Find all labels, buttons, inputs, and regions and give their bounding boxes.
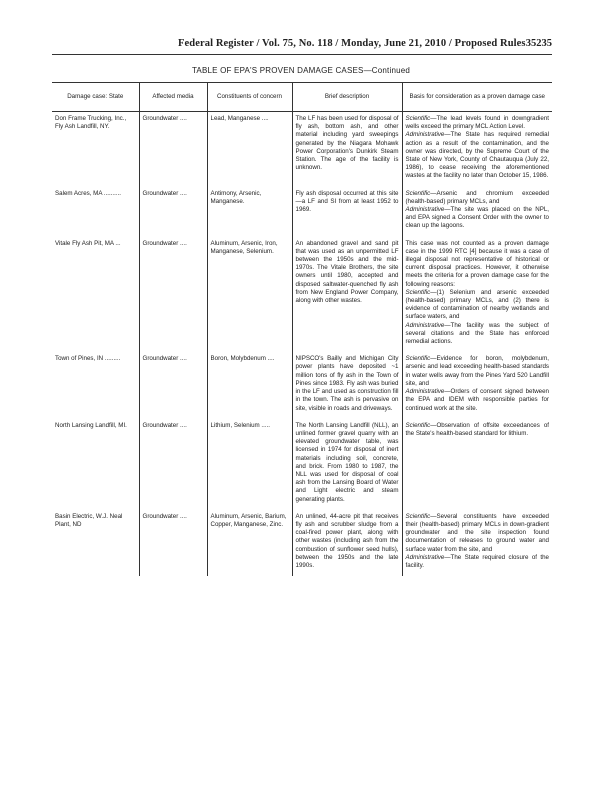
basis-label: Scientific [405, 512, 431, 520]
header-rule [52, 54, 552, 55]
page-number: 35235 [525, 38, 552, 49]
basis-entry [406, 206, 550, 231]
cell-case: Basin Electric, W.J. Neal Plant, ND [55, 512, 123, 528]
cell-basis [402, 112, 552, 187]
basis-entry [406, 388, 550, 413]
cell-basis [402, 510, 552, 576]
table-row [52, 510, 552, 576]
basis-text: —Several constituents have exceeded their (health-based) primary MCLs in down-gradient groundwater and the site inspection found documentation of releases to ground water and surface water from the site, and [405, 512, 549, 553]
basis-entry [406, 190, 550, 206]
cell-case: Vitale Fly Ash Pit, MA ... [55, 239, 121, 247]
cell-basis [402, 419, 552, 510]
col-header-case: Damage case: State [52, 83, 139, 112]
cell-description: An abandoned gravel and sand pit that was used as an unpermitted LF between the 1950s and the mid-1970s. The Vitale Brothers, the site owners until 1980, accepted and disposed saltwater-quenched fly ash from New England Power Company, along with other wastes. [292, 237, 402, 353]
cell-constituents: Antimony, Arsenic, Manganese. [207, 187, 292, 237]
cell-constituents: Lithium, Selenium ..... [207, 419, 292, 510]
basis-entry [406, 131, 550, 180]
cell-media: Groundwater .... [139, 112, 207, 187]
basis-text: This case was not counted as a proven damage case in the 1999 RTC [4] because it was a case of illegal disposal not representative of historical or current disposal practices. However, it otherwise meets the criteria for a proven damage case for the following reasons: [405, 239, 549, 288]
cell-media: Groundwater .... [139, 419, 207, 510]
table-header-row [52, 83, 552, 112]
basis-entry [406, 240, 550, 289]
cell-media: Groundwater .... [139, 187, 207, 237]
running-header [52, 38, 552, 52]
basis-text: —The facility was the subject of several citations and the State has enforced remedial actions. [405, 321, 549, 346]
basis-text: —Observation of offsite exceedances of the State's health-based standard for lithium. [405, 421, 549, 437]
basis-text: —Arsenic and chromium exceeded (health-based) primary MCLs, and [405, 189, 549, 205]
basis-label: Scientific [405, 421, 431, 429]
basis-label: Administrative [405, 553, 445, 561]
basis-text: —(1) Selenium and arsenic exceeded (health-based) primary MCLs, and (2) there is evidence of contamination of nearby wetlands and surface waters, and [405, 288, 549, 321]
col-header-basis: Basis for consideration as a proven damage case [402, 83, 552, 112]
basis-label: Scientific [405, 189, 431, 197]
cell-constituents: Aluminum, Arsenic, Iron, Manganese, Selenium. [207, 237, 292, 353]
basis-label: Administrative [405, 321, 445, 329]
cell-basis [402, 237, 552, 353]
running-head-title: Federal Register / Vol. 75, No. 118 / Monday, June 21, 2010 / Proposed Rules [178, 38, 526, 49]
basis-entry [406, 322, 550, 347]
basis-entry [406, 115, 550, 131]
cell-description: Fly ash disposal occurred at this site—a LF and SI from at least 1952 to 1969. [292, 187, 402, 237]
basis-entry [406, 289, 550, 322]
cell-description: The North Lansing Landfill (NLL), an unlined former gravel quarry with an elevated groundwater table, was licensed in 1974 for disposal of inert materials including soil, concrete, and brick. From 1980 to 1987, the NLL was used for disposal of coal ash from the Lansing Board of Water and Light electric and steam generating plants. [292, 419, 402, 510]
basis-entry [406, 513, 550, 554]
cell-description: The LF has been used for disposal of fly ash, bottom ash, and other material including yard sweepings generated by the Niagara Mohawk Power Corporation's Dunkirk Steam Station. The age of the facility is unknown. [292, 112, 402, 187]
cell-constituents: Aluminum, Arsenic, Barium, Copper, Manganese, Zinc. [207, 510, 292, 576]
basis-label: Scientific [405, 115, 431, 122]
basis-text: —Evidence for boron, molybdenum, arsenic and lead exceeding health-based standards in water wells away from the Pines Yard 520 Landfill site, and [405, 355, 549, 387]
table-row [52, 187, 552, 237]
cell-case: Salem Acres, MA .......... [55, 189, 122, 197]
cell-basis [402, 187, 552, 237]
basis-text: —The site was placed on the NPL, and EPA signed a Consent Order with the owner to clean up the lagoons. [405, 206, 549, 230]
basis-label: Administrative [405, 131, 445, 139]
damage-cases-table [52, 82, 552, 576]
cell-description: An unlined, 44-acre pit that receives fly ash and scrubber sludge from a coal-fired power plant, along with other wastes (including ash from the combustion of sunflower seed hulls), between the 1950s and the late 1990s. [292, 510, 402, 576]
basis-label: Scientific [405, 288, 431, 296]
basis-label: Administrative [405, 388, 445, 396]
cell-media: Groundwater .... [139, 352, 207, 418]
cell-case: Don Frame Trucking, Inc., Fly Ash Landfill, NY. [55, 115, 127, 131]
col-header-description: Brief description [292, 83, 402, 112]
table-row [52, 112, 552, 187]
basis-label: Scientific [405, 355, 431, 363]
cell-case: North Lansing Landfill, MI. [55, 421, 127, 429]
cell-constituents: Boron, Molybdenum .... [207, 352, 292, 418]
basis-entry [406, 554, 550, 570]
basis-label: Administrative [405, 206, 445, 214]
basis-entry [406, 422, 550, 438]
basis-entry [406, 355, 550, 388]
basis-text: —The lead levels found in downgradient wells exceed the primary MCL Action Level. [405, 115, 549, 131]
col-header-media: Affected media [139, 83, 207, 112]
basis-text: —Orders of consent signed between the EPA and IDEM with responsible parties for continued work at the site. [405, 388, 549, 412]
cell-description: NIPSCO's Bailly and Michigan City power plants have deposited ~1 million tons of fly ash in the Town of Pines since 1983. Fly ash was buried in the LF and used as construction fill in the town. The ash is pervasive on site, visible in roads and driveways. [292, 352, 402, 418]
cell-constituents: Lead, Manganese .... [207, 112, 292, 187]
cell-case: Town of Pines, IN ......... [55, 355, 121, 363]
basis-text: —The State required closure of the facility. [405, 553, 549, 569]
table-row [52, 237, 552, 353]
table-row [52, 352, 552, 418]
cell-basis [402, 352, 552, 418]
table-row [52, 419, 552, 510]
col-header-constituents: Constituents of concern [207, 83, 292, 112]
table-title: TABLE OF EPA'S PROVEN DAMAGE CASES—Continued [191, 66, 411, 75]
cell-media: Groundwater .... [139, 510, 207, 576]
basis-text: —The State has required remedial action as a result of the contamination, and the owner was directed, by the Supreme Court of the State of New York, County of Chautauqua (July 22, 1986), to cease receiving the aforementioned wastes at the facility no later than October 15, 1986. [405, 131, 549, 180]
cell-media: Groundwater .... [139, 237, 207, 353]
